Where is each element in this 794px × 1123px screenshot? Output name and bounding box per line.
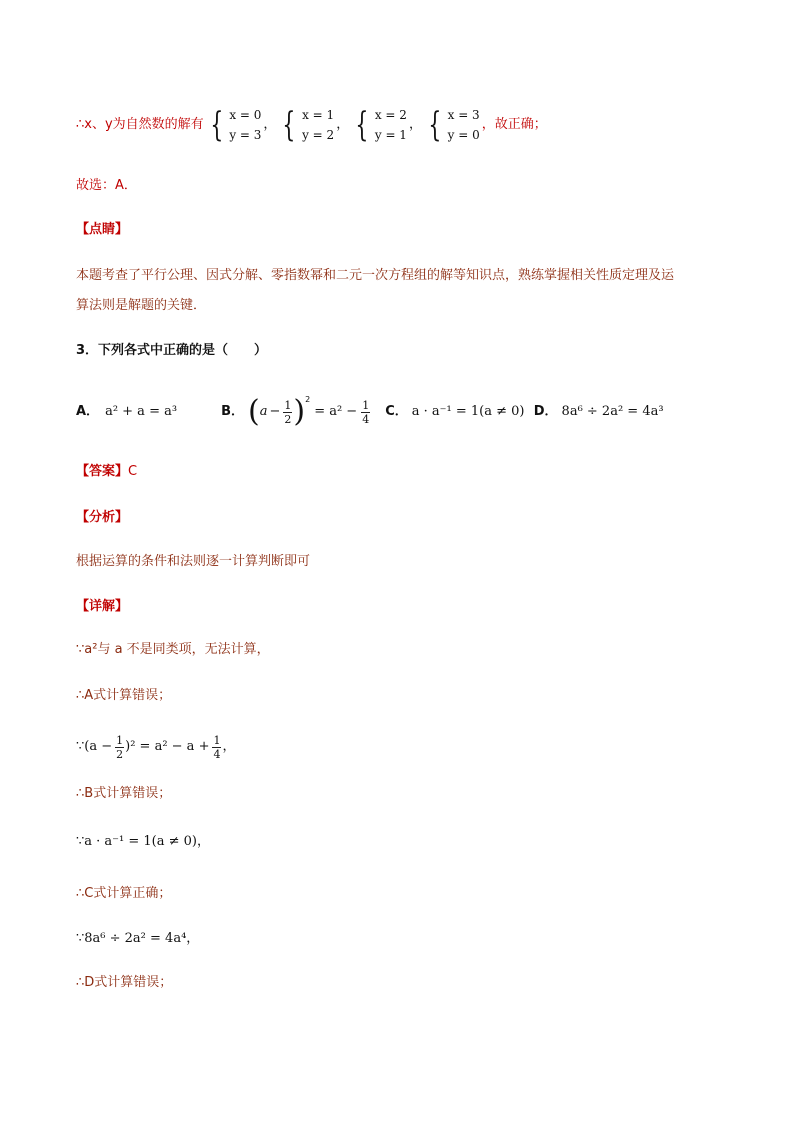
comment-text-line-1: 本题考查了平行公理、因式分解、零指数幂和二元一次方程组的解等知识点，熟练掌握相关性质定理及运 bbox=[76, 268, 675, 283]
equation-system-1: { x = 0 y = 3 bbox=[210, 105, 262, 145]
detail-line-3: ∵(a − $\frac{1}{2}$ )² = a² − a + $\frac{1}{4}$ ， bbox=[76, 733, 236, 761]
system-4-row-1: x = 3 bbox=[447, 108, 480, 122]
comment-text-line-2: 算法则是解题的关键． bbox=[76, 298, 207, 313]
analysis-text: 根据运算的条件和法则逐一计算判断即可 bbox=[76, 554, 311, 569]
detail-line-1: ∵a²与 a 不是同类项，无法计算， bbox=[76, 642, 270, 657]
detail-line-6: ∴C式计算正确； bbox=[76, 886, 172, 901]
detail-heading: 【详解】 bbox=[76, 599, 129, 614]
answer-line bbox=[76, 462, 137, 482]
system-2-row-2: y = 2 bbox=[302, 128, 335, 142]
system-4-row-2: y = 0 bbox=[447, 128, 480, 142]
option-d-expression: 8a⁶ ÷ 2a² = 4a³ bbox=[561, 404, 664, 419]
option-c-expression: a · a⁻¹ = 1(a ≠ 0) bbox=[411, 404, 525, 419]
answer-heading: 【答案】 bbox=[76, 464, 129, 479]
detail-line-2: ∴A式计算错误； bbox=[76, 688, 172, 703]
system-2-row-1: x = 1 bbox=[302, 108, 335, 122]
analysis-heading: 【分析】 bbox=[76, 510, 129, 525]
option-b-label: B． bbox=[221, 404, 244, 419]
answer-value: C bbox=[128, 464, 138, 479]
equation-system-2: { x = 1 y = 2 bbox=[282, 105, 335, 145]
detail-line-8: ∴D式计算错误； bbox=[76, 975, 173, 990]
choice-line: 故选：A． bbox=[76, 178, 137, 193]
detail-line-7: ∵8a⁶ ÷ 2a² = 4a⁴， bbox=[76, 931, 200, 946]
option-a-expression: a² + a = a³ bbox=[105, 404, 178, 419]
detail-line-4: ∴B式计算错误； bbox=[76, 786, 172, 801]
system-separator: ， bbox=[408, 117, 422, 132]
comment-heading: 【点睛】 bbox=[76, 222, 129, 237]
detail-line-5: ∵a · a⁻¹ = 1(a ≠ 0)， bbox=[76, 834, 210, 849]
system-1-row-1: x = 0 bbox=[229, 108, 262, 122]
system-separator: ， bbox=[336, 117, 350, 132]
equation-system-3: { x = 2 y = 1 bbox=[355, 105, 407, 145]
question-3-stem: 3．下列各式中正确的是（ ） bbox=[76, 343, 268, 358]
natural-solutions-conclusion: ，故正确； bbox=[481, 117, 547, 132]
option-d-label: D． bbox=[533, 404, 558, 419]
system-3-row-2: y = 1 bbox=[374, 128, 407, 142]
natural-solutions-line bbox=[76, 105, 547, 145]
question-3-options bbox=[76, 392, 664, 432]
system-1-row-2: y = 3 bbox=[229, 128, 262, 142]
option-c-label: C． bbox=[385, 404, 408, 419]
option-b-expression: ( a − $\frac{1}{2}$ ) 2 = a² − $\frac{1}{4}$ bbox=[247, 394, 370, 429]
option-a-label: A． bbox=[76, 404, 100, 419]
system-separator: ， bbox=[263, 117, 277, 132]
equation-system-4: { x = 3 y = 0 bbox=[428, 105, 480, 145]
system-3-row-1: x = 2 bbox=[374, 108, 407, 122]
natural-solutions-intro: ∴x、y为自然数的解有 bbox=[76, 117, 204, 132]
